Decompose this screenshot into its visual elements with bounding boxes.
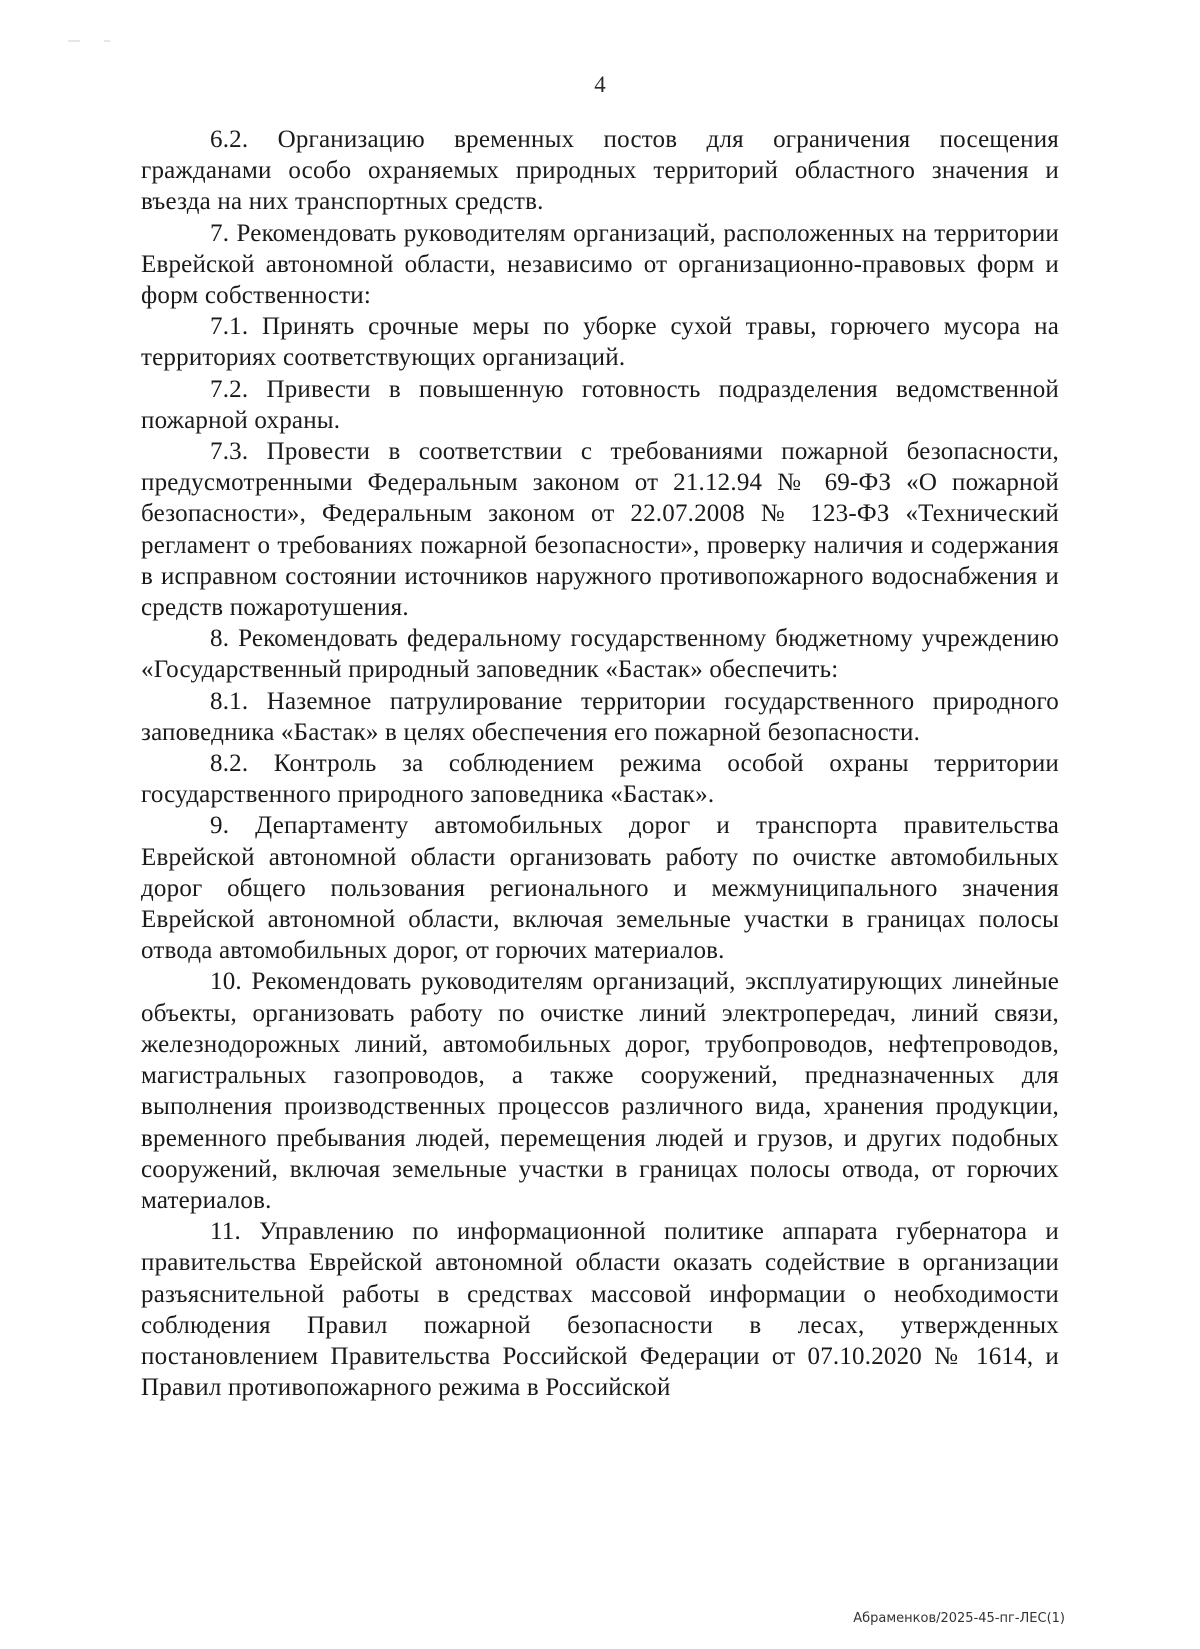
paragraph-8-1: 8.1. Наземное патрулирование территории государственного природного заповедника «Бастак» в целях обеспечения его пожарной безопасности. [141,687,1059,746]
document-footer-code: Абраменков/2025-45-пг-ЛЕС(1) [853,1611,1065,1626]
paragraph-7: 7. Рекомендовать руководителям организаций, расположенных на территории Еврейской автономной области, независимо от организационно-правовых форм и форм собственности: [141,219,1059,310]
page-number: 4 [594,72,606,97]
paragraph-9: 9. Департаменту автомобильных дорог и транспорта правительства Еврейской автономной области организовать работу по очистке автомобильных дорог общего пользования регионального и межмуниципального значения Еврейской автономной области, включая земельные участки в границах полосы отвода автомобильных дорог, от горючих материалов. [141,812,1059,965]
paragraph-8: 8. Рекомендовать федеральному государственному бюджетному учреждению «Государственный природный заповедник «Бастак» обеспечить: [141,625,1059,684]
scan-artifact [68,40,128,42]
paragraph-7-3: 7.3. Провести в соответствии с требованиями пожарной безопасности, предусмотренными Федеральным законом от 21.12.94 № 69-ФЗ «О пожарной безопасности», Федеральным законом от 22.07.2008 № 123-ФЗ «Технический регламент о требованиях пожарной безопасности», проверку наличия и содержания в исправном состоянии источников наружного противопожарного водоснабжения и средств пожаротушения. [141,438,1059,622]
paragraph-8-2: 8.2. Контроль за соблюдением режима особой охраны территории государственного природного заповедника «Бастак». [141,750,1059,809]
paragraph-11: 11. Управлению по информационной политике аппарата губернатора и правительства Еврейской автономной области оказать содействие в организации разъяснительной работы в средствах массовой информации о необходимости соблюдения Правил пожарной безопасности в лесах, утвержденных постановлением Правительства Российской Федерации от 07.10.2020 № 1614, и Правил противопожарного режима в Российской [141,1218,1059,1402]
document-body [141,124,1059,1403]
paragraph-7-1: 7.1. Принять срочные меры по уборке сухой травы, горючего мусора на территориях соответствующих организаций. [141,313,1059,372]
paragraph-10: 10. Рекомендовать руководителям организаций, эксплуатирующих линейные объекты, организовать работу по очистке линий электропередач, линий связи, железнодорожных линий, автомобильных дорог, трубопроводов, нефтепроводов, магистральных газопроводов, а также сооружений, предназначенных для выполнения производственных процессов различного вида, хранения продукции, временного пребывания людей, перемещения людей и грузов, и других подобных сооружений, включая земельные участки в границах полосы отвода, от горючих материалов. [141,968,1059,1214]
paragraph-7-2: 7.2. Привести в повышенную готовность подразделения ведомственной пожарной охраны. [141,375,1059,434]
paragraph-6-2: 6.2. Организацию временных постов для ограничения посещения гражданами особо охраняемых природных территорий областного значения и въезда на них транспортных средств. [141,126,1059,216]
